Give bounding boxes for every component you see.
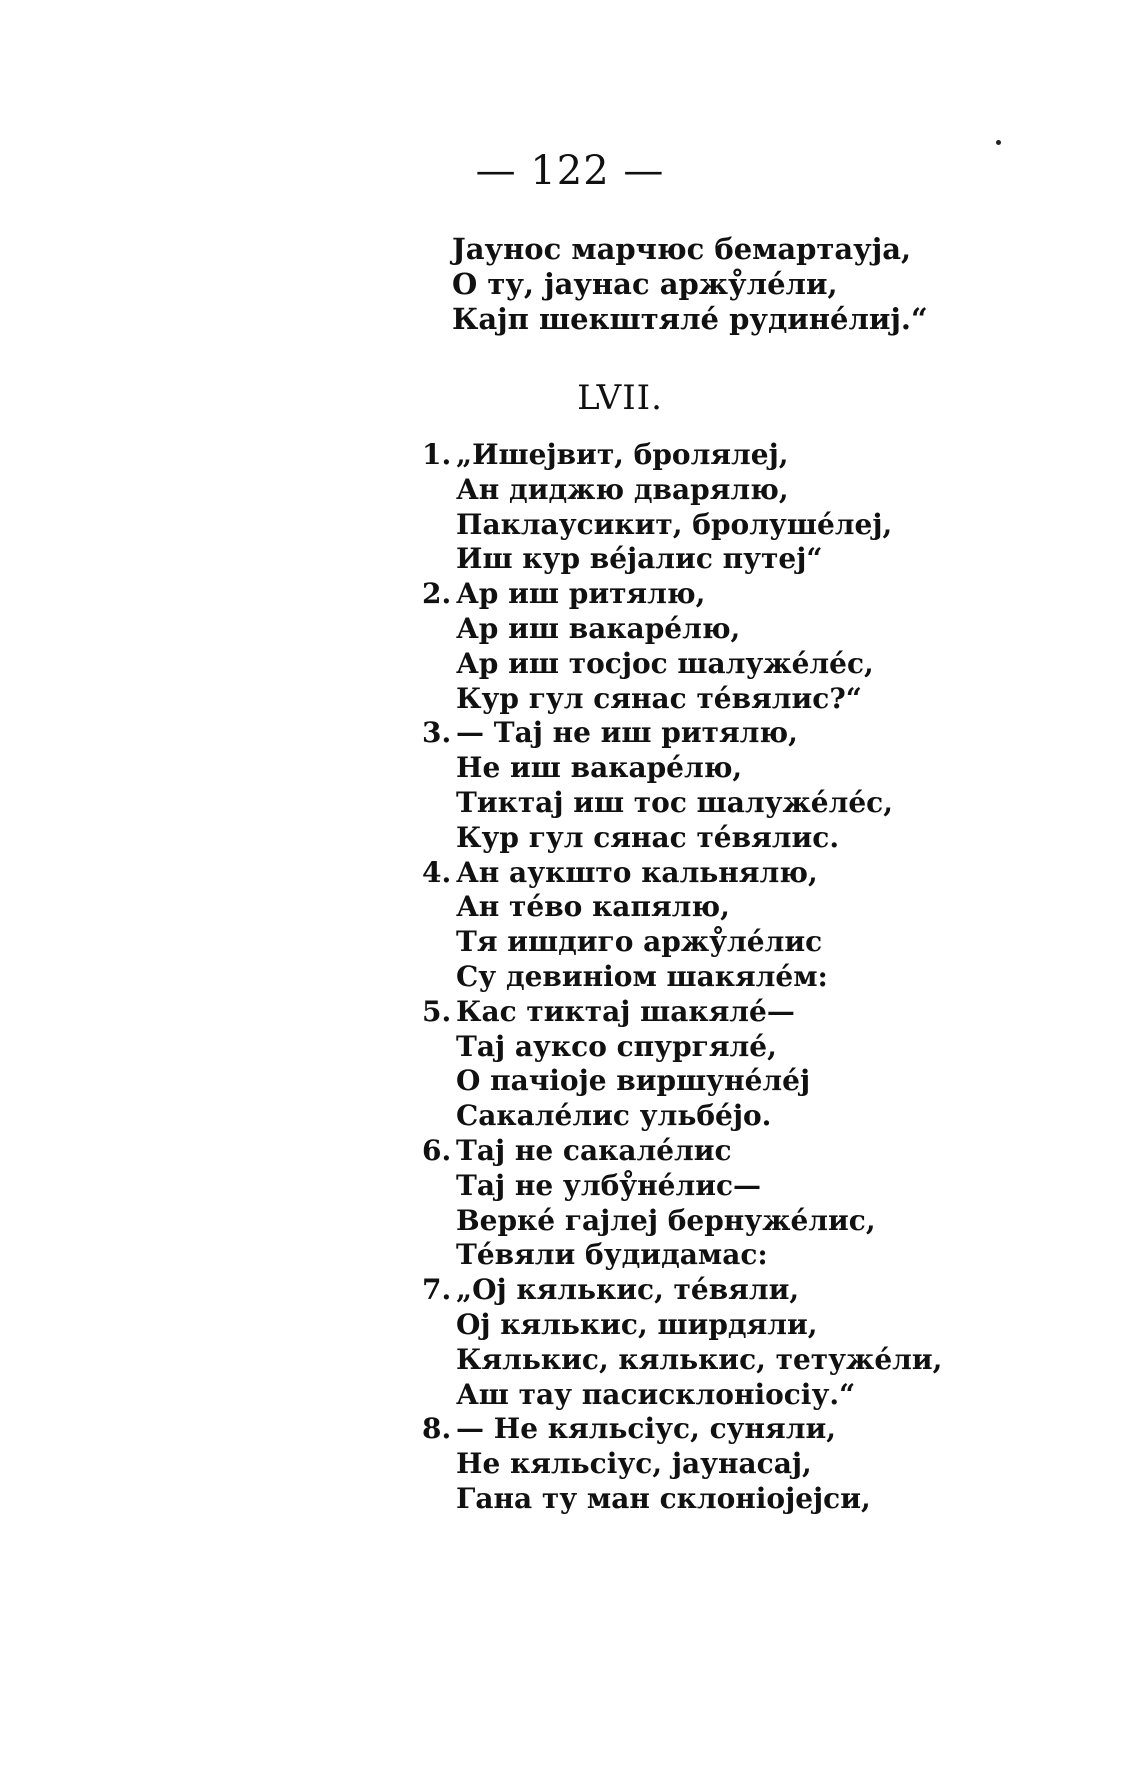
verse-line: Не кяльсіус, јаунасај, xyxy=(456,1447,812,1481)
verse-line: — Не кяльсіус, суняли, xyxy=(456,1412,836,1446)
verse-line: О ту, јаунас аржу̊лéли, xyxy=(452,267,838,301)
verse-line: Јаунос марчюс бемартауја, xyxy=(452,232,912,266)
verse-line: Ар иш тосјос шалужéлéс, xyxy=(456,646,874,680)
stanza-number: 6. xyxy=(422,1133,452,1167)
section-heading: LVII. xyxy=(577,378,663,418)
verse-line: Ој кялькис, ширдяли, xyxy=(456,1307,818,1341)
verse-line: Паклаусикит, бролушéлеј, xyxy=(456,507,893,541)
stanza xyxy=(422,577,1102,716)
verse-line: О пачіоје виршунéлéј xyxy=(456,1064,811,1098)
verse-line: Ар иш вакарéлю, xyxy=(456,611,741,645)
verse-line: Сакалéлис ульбéјо. xyxy=(456,1099,772,1133)
stanza xyxy=(422,856,1102,995)
closing-verse xyxy=(452,232,928,337)
verse-line: Веркé гајлеј бернужéлис, xyxy=(456,1203,876,1237)
verse-line: Тéвяли будидамас: xyxy=(456,1238,768,1272)
verse-line: Тај не улбу̊нéлис— xyxy=(456,1168,762,1202)
stanza-number: 1. xyxy=(422,438,452,471)
verse-line: Тя ишдиго аржу̊лéлис xyxy=(456,925,823,959)
verse-line: Гана ту ман склоніојејси, xyxy=(456,1481,871,1515)
verse-line: Ан аукшто кальнялю, xyxy=(456,855,818,889)
stanza-number: 7. xyxy=(422,1273,452,1307)
print-speck xyxy=(996,140,1001,145)
verse-line: „Ој кялькис, тéвяли, xyxy=(456,1273,800,1307)
verse-line: Ар иш ритялю, xyxy=(456,577,706,611)
stanza xyxy=(422,1134,1102,1273)
verse-line: Тај не сакалéлис xyxy=(456,1133,732,1167)
stanza-number: 3. xyxy=(422,716,452,750)
stanza xyxy=(422,438,1102,577)
verse-line: Кур гул сянас тéвялис?“ xyxy=(456,681,862,715)
verse-line: Не иш вакарéлю, xyxy=(456,751,743,785)
verse-line: Ан тéво капялю, xyxy=(456,890,730,924)
verse-line: — Тај не иш ритялю, xyxy=(456,716,798,750)
verse-line: Кялькис, кялькис, тетужéли, xyxy=(456,1342,943,1376)
verse-line: Кур гул сянас тéвялис. xyxy=(456,820,840,854)
stanza-number: 4. xyxy=(422,855,452,889)
stanza-number: 8. xyxy=(422,1412,452,1446)
poem-body xyxy=(422,438,1102,1517)
stanza-number: 5. xyxy=(422,994,452,1028)
stanza xyxy=(422,1412,1102,1516)
page-number: — 122 — xyxy=(475,148,665,194)
stanza xyxy=(422,1273,1102,1412)
verse-line: Тај ауксо спургялé, xyxy=(456,1029,777,1063)
verse-line: Иш кур вéјалис путеј“ xyxy=(456,542,823,576)
stanza xyxy=(422,716,1102,855)
verse-line: Су девиніом шакялéм: xyxy=(456,959,828,993)
stanza xyxy=(422,995,1102,1134)
verse-line: Кајп шекштялé рудинéлиј.“ xyxy=(452,302,928,336)
verse-line: Аш тау пасисклоніосіу.“ xyxy=(456,1377,856,1411)
verse-line: „Ишејвит, бролялеј, xyxy=(456,438,789,471)
stanza-number: 2. xyxy=(422,577,452,611)
verse-line: Ан диджю дварялю, xyxy=(456,472,789,506)
verse-line: Кас тиктај шакялé— xyxy=(456,994,795,1028)
verse-line: Тиктај иш тос шалужéлéс, xyxy=(456,785,893,819)
